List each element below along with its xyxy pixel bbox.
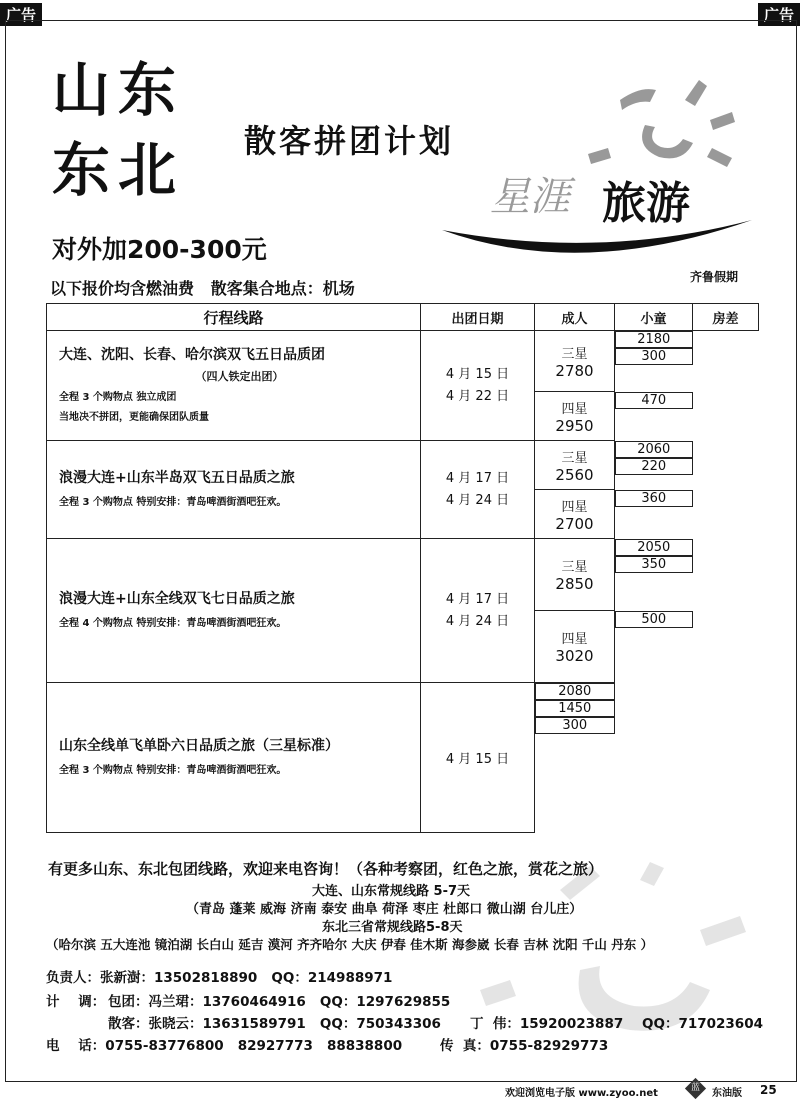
header-adult: 成人 <box>535 304 615 331</box>
room-diff: 470 <box>615 392 693 409</box>
title-line1: 山东 <box>52 56 185 124</box>
more-info-headline: 有更多山东、东北包团线路，欢迎来电咨询！（各种考察团，红色之旅，赏花之旅） <box>48 860 604 878</box>
adult-price: 2080 <box>535 683 615 700</box>
price-value: 2850 <box>555 575 594 593</box>
logo-text-right: 旅游 <box>602 178 690 229</box>
star-label: 四星 <box>561 401 588 417</box>
depart-dates <box>421 539 535 683</box>
room-diff: 220 <box>615 458 693 475</box>
route-title: 浪漫大连+山东半岛双飞五日品质之旅 <box>59 469 295 486</box>
adult-price-4star <box>535 392 615 441</box>
contact-ding: 丁 伟：15920023887 <box>470 1016 624 1032</box>
table-row <box>47 441 421 539</box>
price-table <box>46 303 759 833</box>
adult-price-4star <box>535 490 615 539</box>
room-diff: 500 <box>615 611 693 628</box>
room-diff: 350 <box>615 556 693 573</box>
star-label: 三星 <box>561 560 588 575</box>
room-diff: 360 <box>615 490 693 507</box>
adult-price-4star <box>535 611 615 683</box>
promo-headline: 对外加200-300元 <box>52 235 267 264</box>
route-title: 山东全线单飞单卧六日品质之旅（三星标准） <box>59 737 339 754</box>
contact-manager: 负责人：张新澍：13502818890 QQ：214988971 <box>46 970 393 986</box>
child-price: 2060 <box>615 441 693 458</box>
adult-price-3star <box>535 331 615 392</box>
route-note: 全程 3 个购物点 特别安排：青岛啤酒街酒吧狂欢。 <box>59 764 287 776</box>
header-date: 出团日期 <box>421 304 535 331</box>
star-label: 四星 <box>561 499 588 515</box>
contact-ding-qq: QQ：717023604 <box>642 1016 763 1032</box>
footer-badge-text: 蓝 <box>690 1082 701 1093</box>
line2-places: （哈尔滨 五大连池 镜泊湖 长白山 延吉 漠河 齐齐哈尔 大庆 伊春 佳木斯 海参崴 长春 吉林 沈阳 千山 丹东 ） <box>46 937 654 952</box>
contact-fax: 传 真：0755-82929773 <box>440 1038 609 1054</box>
room-diff: 300 <box>535 717 615 734</box>
route-title: 大连、沈阳、长春、哈尔滨双飞五日品质团 <box>59 346 325 363</box>
route-note: 当地决不拼团，更能确保团队质量 <box>59 411 209 423</box>
depart-dates <box>421 441 535 539</box>
depart-date: 4 月 24 日 <box>445 613 510 629</box>
footer-brand: 东油版 <box>712 1088 742 1099</box>
adult-price-3star <box>535 441 615 490</box>
ad-label-left: 广告 <box>0 3 42 26</box>
line2-title: 东北三省常规线路5-8天 <box>322 920 463 935</box>
header-room-diff: 房差 <box>693 304 759 331</box>
header-child: 小童 <box>615 304 693 331</box>
subtitle: 散客拼团计划 <box>244 122 455 160</box>
line1-places: （青岛 蓬莱 威海 济南 泰安 曲阜 荷泽 枣庄 杜郎口 微山湖 台儿庄） <box>186 902 583 917</box>
table-row <box>47 539 421 683</box>
depart-date: 4 月 17 日 <box>445 470 510 486</box>
footer-text: 欢迎浏览电子版 www.zyoo.net <box>505 1088 658 1099</box>
logo-subtext: 齐鲁假期 <box>690 270 739 284</box>
price-value: 3020 <box>555 647 594 665</box>
child-price: 1450 <box>535 700 615 717</box>
price-value: 2560 <box>555 465 594 484</box>
sun-logo-icon <box>430 70 780 270</box>
promo-note: 以下报价均含燃油费 散客集合地点：机场 <box>50 279 355 298</box>
child-price: 2050 <box>615 539 693 556</box>
depart-date: 4 月 17 日 <box>445 591 510 607</box>
depart-date: 4 月 24 日 <box>445 492 510 508</box>
adult-price-3star <box>535 539 615 611</box>
route-note: 全程 4 个购物点 特别安排：青岛啤酒街酒吧狂欢。 <box>59 617 287 629</box>
price-value: 2780 <box>555 361 594 380</box>
route-title: 浪漫大连+山东全线双飞七日品质之旅 <box>59 590 295 607</box>
child-price: 2180 <box>615 331 693 348</box>
table-row <box>47 331 421 441</box>
contact-phone: 电 话：0755-83776800 82927773 88838800 <box>46 1038 403 1054</box>
header-route: 行程线路 <box>47 304 421 331</box>
price-value: 2700 <box>555 514 594 533</box>
star-label: 四星 <box>561 632 588 647</box>
depart-dates <box>421 331 535 441</box>
contact-plan-fit: 散客：张晓云：13631589791 QQ：750343306 <box>108 1016 441 1032</box>
contact-plan-label: 计 调： <box>46 994 106 1010</box>
title-line2: 东北 <box>52 136 185 204</box>
line1-title: 大连、山东常规线路 5-7天 <box>312 884 471 899</box>
route-note: 全程 3 个购物点 特别安排：青岛啤酒街酒吧狂欢。 <box>59 496 287 508</box>
room-diff: 300 <box>615 348 693 365</box>
route-subtitle: （四人铁定出团） <box>195 369 284 383</box>
depart-date: 4 月 22 日 <box>445 388 510 404</box>
contact-plan-group: 包团：冯兰珺：13760464916 QQ：1297629855 <box>108 994 451 1010</box>
route-note: 全程 3 个购物点 独立成团 <box>59 391 177 403</box>
table-row <box>47 683 421 833</box>
depart-date: 4 月 15 日 <box>421 683 535 833</box>
star-label: 三星 <box>561 346 588 362</box>
watermark-sun-icon <box>470 860 770 1090</box>
ad-label-right: 广告 <box>758 3 800 26</box>
page-number: 25 <box>760 1083 777 1097</box>
depart-date: 4 月 15 日 <box>445 366 510 382</box>
star-label: 三星 <box>561 450 588 466</box>
price-value: 2950 <box>555 416 594 435</box>
logo-text-left: 星涯 <box>490 174 570 220</box>
